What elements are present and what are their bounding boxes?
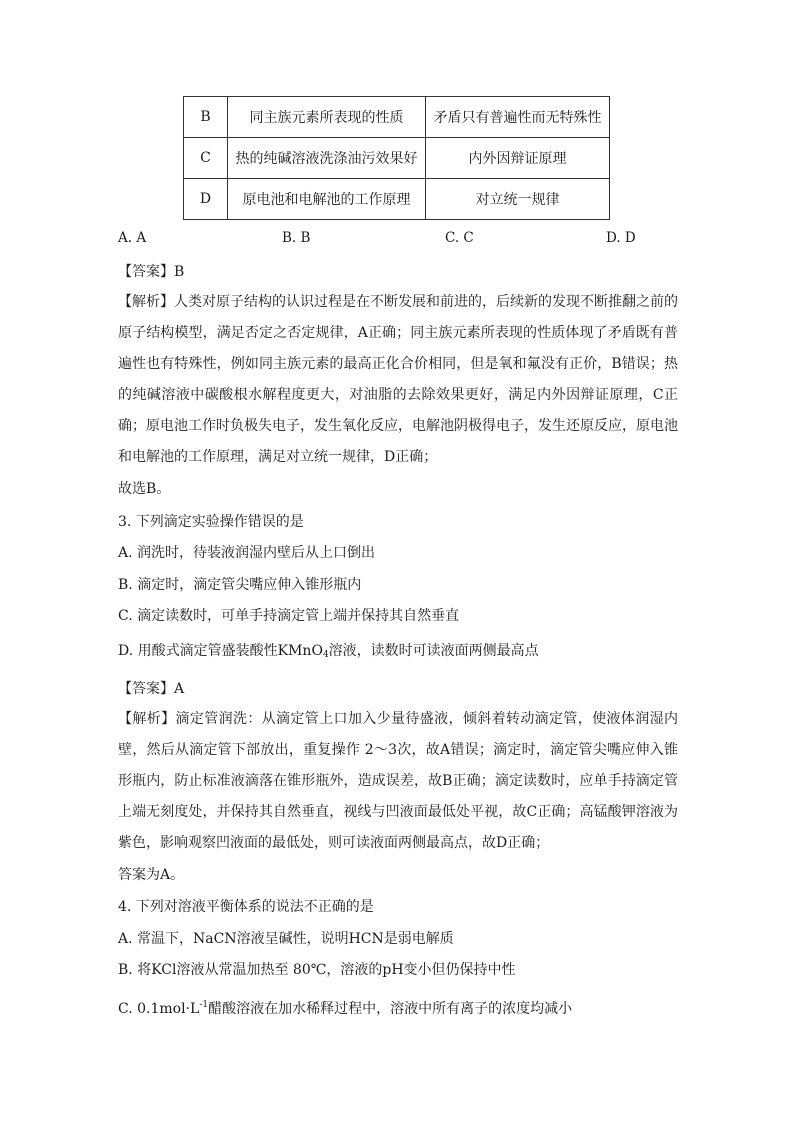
row-label: B — [184, 97, 228, 138]
q3-option-b: B. 滴定时，滴定管尖嘴应伸入锥形瓶内 — [118, 577, 362, 593]
q2-analysis: 【解析】人类对原子结构的认识过程是在不断发展和前进的，后续新的发现不断推翻之前的原子结构模型，满足否定之否定规律，A正确；同主族元素所表现的性质体现了矛盾既有普遍性也有特殊性，例如同主族元素的最高正化合价相同，但是氧和氟没有正价，B错误；热的纯碱溶液中碳酸根水解程度更大，对油脂的去除效果更好，满足内外因辩证原理，C正确；原电池工作时负极失电子，发生氧化反应，电解池阴极得电子，发生还原反应，原电池和电解池的工作原理，满足对立统一规律，D正确； — [118, 294, 678, 465]
choice-d: D. D — [606, 230, 636, 246]
q3-option-c: C. 滴定读数时，可单手持滴定管上端并保持其自然垂直 — [118, 608, 460, 624]
row-principle: 对立统一规律 — [426, 179, 610, 220]
q3-option-a: A. 润洗时，待装液润湿内壁后从上口倒出 — [118, 545, 376, 561]
q3-answer: 【答案】A — [118, 681, 185, 697]
choice-b: B. B — [282, 230, 311, 246]
row-label: C — [184, 138, 228, 179]
choice-a: A. A — [118, 230, 147, 246]
q3-option-d-text: D. 用酸式滴定管盛装酸性 — [118, 643, 278, 659]
row-phenomenon: 原电池和电解池的工作原理 — [228, 179, 426, 220]
q3-stem: 3. 下列滴定实验操作错误的是 — [118, 514, 304, 530]
table-row — [184, 97, 610, 138]
row-phenomenon: 同主族元素所表现的性质 — [228, 97, 426, 138]
q2-answer: 【答案】B — [118, 264, 185, 280]
table-row — [184, 179, 610, 220]
options-table — [183, 96, 610, 220]
q3-option-d: D. 用酸式滴定管盛装酸性KMnO$_4$溶液，读数时可读液面两侧最高点 — [118, 643, 539, 660]
row-principle: 内外因辩证原理 — [426, 138, 610, 179]
choice-c: C. C — [445, 230, 474, 246]
q4-option-a: A. 常温下，NaCN溶液呈碱性，说明HCN是弱电解质 — [118, 931, 454, 947]
q4-stem: 4. 下列对溶液平衡体系的说法不正确的是 — [118, 899, 374, 915]
kmno4-formula: KMnO$_4$ — [277, 643, 329, 660]
q4-option-b: B. 将KCl溶液从常温加热至 80℃，溶液的pH变小但仍保持中性 — [118, 962, 516, 978]
q4-option-c-prefix: C. 0.1mol·L — [118, 1001, 200, 1017]
table-row — [184, 138, 610, 179]
q3-conclusion: 答案为A。 — [118, 867, 185, 883]
q4-option-c: C. $0.1mol\cdot L^{-1}$醋酸溶液在加水稀释过程中，溶液中所有离子的浓度均减小 — [118, 1000, 573, 1017]
row-principle: 矛盾只有普遍性而无特殊性 — [426, 97, 610, 138]
q3-analysis: 【解析】滴定管润洗：从滴定管上口加入少量待盛液，倾斜着转动滴定管，使液体润湿内壁，然后从滴定管下部放出，重复操作 2～3次，故A错误；滴定时，滴定管尖嘴应伸入锥形瓶内，防止标准液滴落在锥形瓶外，造成误差，故B正确；滴定读数时，应单手持滴定管上端无刻度处，并保持其自然垂直，视线与凹液面最低处平视，故C正确；高锰酸钾溶液为紫色，影响观察凹液面的最低处，则可读液面两侧最高点，故D正确； — [118, 711, 678, 851]
row-phenomenon: 热的纯碱溶液洗涤油污效果好 — [228, 138, 426, 179]
row-label: D — [184, 179, 228, 220]
q2-conclusion: 故选B。 — [118, 481, 171, 497]
